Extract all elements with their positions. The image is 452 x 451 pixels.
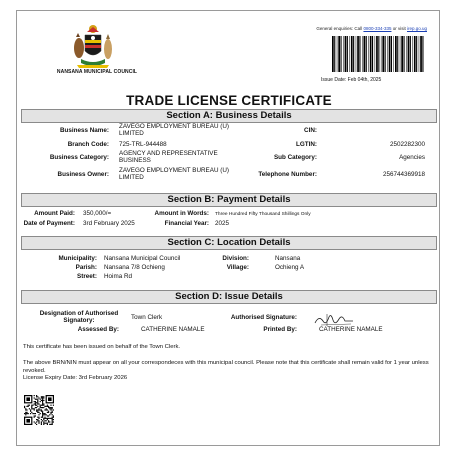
telephone-value: 256744369918 bbox=[382, 171, 425, 178]
amount-in-words-value: Three Hundred Fifty Thousand Shillings Only bbox=[215, 212, 311, 217]
lgtin-label: LGTIN: bbox=[296, 141, 317, 148]
village-label: Village: bbox=[226, 264, 249, 271]
printed-by-value: CATHERINE NAMALE bbox=[319, 326, 383, 333]
section-c-heading: Section C: Location Details bbox=[21, 236, 437, 250]
payment-date-value: 3rd February 2025 bbox=[83, 220, 135, 227]
certificate-document bbox=[16, 10, 440, 446]
branch-code-value: 725-TRL-944488 bbox=[119, 141, 167, 148]
amount-paid-label: Amount Paid: bbox=[34, 210, 75, 217]
lgtin-value: 2502282300 bbox=[389, 141, 425, 148]
certificate-title: TRADE LICENSE CERTIFICATE bbox=[126, 93, 332, 108]
section-b-heading: Section B: Payment Details bbox=[21, 193, 437, 207]
street-value: Hoima Rd bbox=[104, 273, 132, 280]
municipality-value: Nansana Municipal Council bbox=[104, 255, 181, 262]
sub-category-label: Sub Category: bbox=[273, 154, 317, 161]
enquiry-website-link[interactable]: irep.go.ug bbox=[406, 26, 427, 31]
printed-by-label: Printed By: bbox=[263, 326, 297, 333]
authorised-signature-label: Authorised Signature: bbox=[230, 314, 297, 321]
assessed-by-label: Assessed By: bbox=[77, 326, 119, 333]
business-owner-label: Business Owner: bbox=[57, 171, 109, 178]
validity-note: The above BRN/NIN must appear on all your correspondeces with this municipal council. Please note that this certificate shall remain valid for 1 year unless revoked. bbox=[23, 360, 429, 374]
parish-value: Nansana 7/8 Ochieng bbox=[104, 264, 165, 271]
sub-category-value: Agencies bbox=[399, 154, 425, 161]
parish-label: Parish: bbox=[75, 264, 97, 271]
business-owner-value: ZAVEGO EMPLOYMENT BUREAU (U) LIMITED bbox=[119, 167, 229, 181]
village-value: Ochieng A bbox=[275, 264, 305, 271]
enquiry-prefix: General enquiries: Call bbox=[316, 26, 364, 31]
license-expiry-date: License Expiry Date: 3rd February 2026 bbox=[23, 375, 128, 381]
division-value: Nansana bbox=[275, 255, 301, 262]
council-name: NANSANA MUNICIPAL COUNCIL bbox=[56, 69, 138, 75]
amount-paid-value: 350,000/= bbox=[83, 210, 112, 217]
issued-on-behalf-note: This certificate has been issued on behalf of the Town Clerk. bbox=[23, 344, 181, 350]
assessed-by-value: CATHERINE NAMALE bbox=[141, 326, 205, 333]
branch-code-label: Branch Code: bbox=[67, 141, 109, 148]
street-label: Street: bbox=[77, 273, 97, 280]
payment-date-label: Date of Payment: bbox=[23, 220, 75, 227]
enquiry-phone-link[interactable]: 0800-334-335 bbox=[363, 26, 392, 31]
section-a-heading: Section A: Business Details bbox=[21, 109, 437, 123]
designation-value: Town Clerk bbox=[131, 314, 163, 321]
enquiry-line bbox=[316, 26, 427, 31]
enquiry-middle: or visit bbox=[391, 26, 407, 31]
telephone-label: Telephone Number: bbox=[258, 171, 317, 178]
financial-year-value: 2025 bbox=[215, 220, 230, 227]
section-d-heading: Section D: Issue Details bbox=[21, 290, 437, 304]
business-category-label: Business Category: bbox=[49, 154, 109, 161]
division-label: Division: bbox=[222, 255, 249, 262]
municipality-label: Municipality: bbox=[58, 255, 97, 262]
barcode-icon bbox=[331, 36, 425, 72]
cin-label: CIN: bbox=[304, 127, 317, 134]
business-category-value: AGENCY AND REPRESENTATIVE BUSINESS bbox=[119, 150, 218, 164]
business-name-value: ZAVEGO EMPLOYMENT BUREAU (U) LIMITED bbox=[119, 123, 229, 137]
amount-in-words-label: Amount in Words: bbox=[154, 210, 209, 217]
financial-year-label: Financial Year: bbox=[164, 220, 209, 227]
business-name-label: Business Name: bbox=[60, 127, 109, 134]
uganda-coat-of-arms-icon bbox=[71, 21, 115, 71]
issue-date: Issue Date: Feb 04th, 2025 bbox=[321, 77, 382, 83]
qr-code-icon bbox=[24, 395, 54, 425]
designation-label: Designation of Authorised Signatory: bbox=[39, 310, 119, 324]
